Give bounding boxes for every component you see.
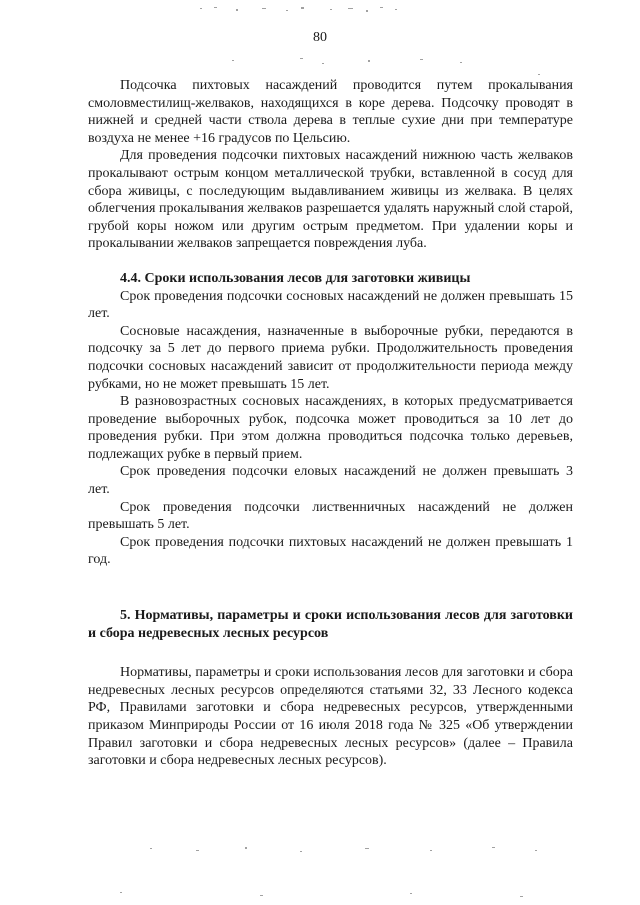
body-paragraph: Подсочка пихтовых насаждений проводится путем прокалывания смоловместилищ-желваков, находящихся в коре дерева. Подсочку проводят в нижней и средней части ствола дерева в теплые сухие дни при температуре воздуха не менее +16 градусов по Цельсию. [88, 78, 573, 146]
body-paragraph: Срок проведения подсочки сосновых насаждений не должен превышать 15 лет. [88, 288, 573, 322]
section-heading-5: 5. Нормативы, параметры и сроки использования лесов для заготовки и сбора недревесных лесных ресурсов [88, 608, 573, 641]
page-number: 80 [313, 30, 327, 45]
document-body [88, 77, 573, 770]
section-heading-4-4: 4.4. Сроки использования лесов для заготовки живицы [120, 270, 471, 286]
body-paragraph: Срок проведения подсочки еловых насаждений не должен превышать 3 лет. [88, 464, 573, 498]
body-paragraph: В разновозрастных сосновых насаждениях, в которых предусматривается проведение выборочных рубок, подсочка может проводиться за 10 лет до проведения рубки. При этом должна проводиться подсочка только деревьев, подлежащих рубке в первый прием. [88, 394, 573, 462]
body-paragraph: Нормативы, параметры и сроки использования лесов для заготовки и сбора недревесных лесных ресурсов определяются статьями 32, 33 Лесного кодекса РФ, Правилами заготовки и сбора недревесных ресурсов, утвержденными приказом Минприроды России от 16 июля 2018 года № 325 «Об утверждении Правил заготовки и сбора недревесных лесных ресурсов» (далее – Правила заготовки и сбора недревесных лесных ресурсов). [88, 665, 573, 769]
body-paragraph: Срок проведения подсочки пихтовых насаждений не должен превышать 1 год. [88, 534, 573, 568]
body-paragraph: Срок проведения подсочки лиственничных насаждений не должен превышать 5 лет. [88, 499, 573, 533]
body-paragraph: Сосновые насаждения, назначенные в выборочные рубки, передаются в подсочку за 5 лет до первого приема рубки. Продолжительность проведения подсочки сосновых насаждений зависит от продолжительности периода между рубками, но не может превышать 15 лет. [88, 323, 573, 392]
body-paragraph: Для проведения подсочки пихтовых насаждений нижнюю часть желваков прокалывают острым концом металлической трубки, вставленной в сосуд для сбора живицы, с последующим выдавливанием живицы из желвака. В целях облегчения прокалывания желваков разрешается удалять наружный слой старой, грубой коры ножом или другим острым предметом. При удалении коры и прокалывании желваков запрещается повреждения луба. [88, 148, 573, 252]
